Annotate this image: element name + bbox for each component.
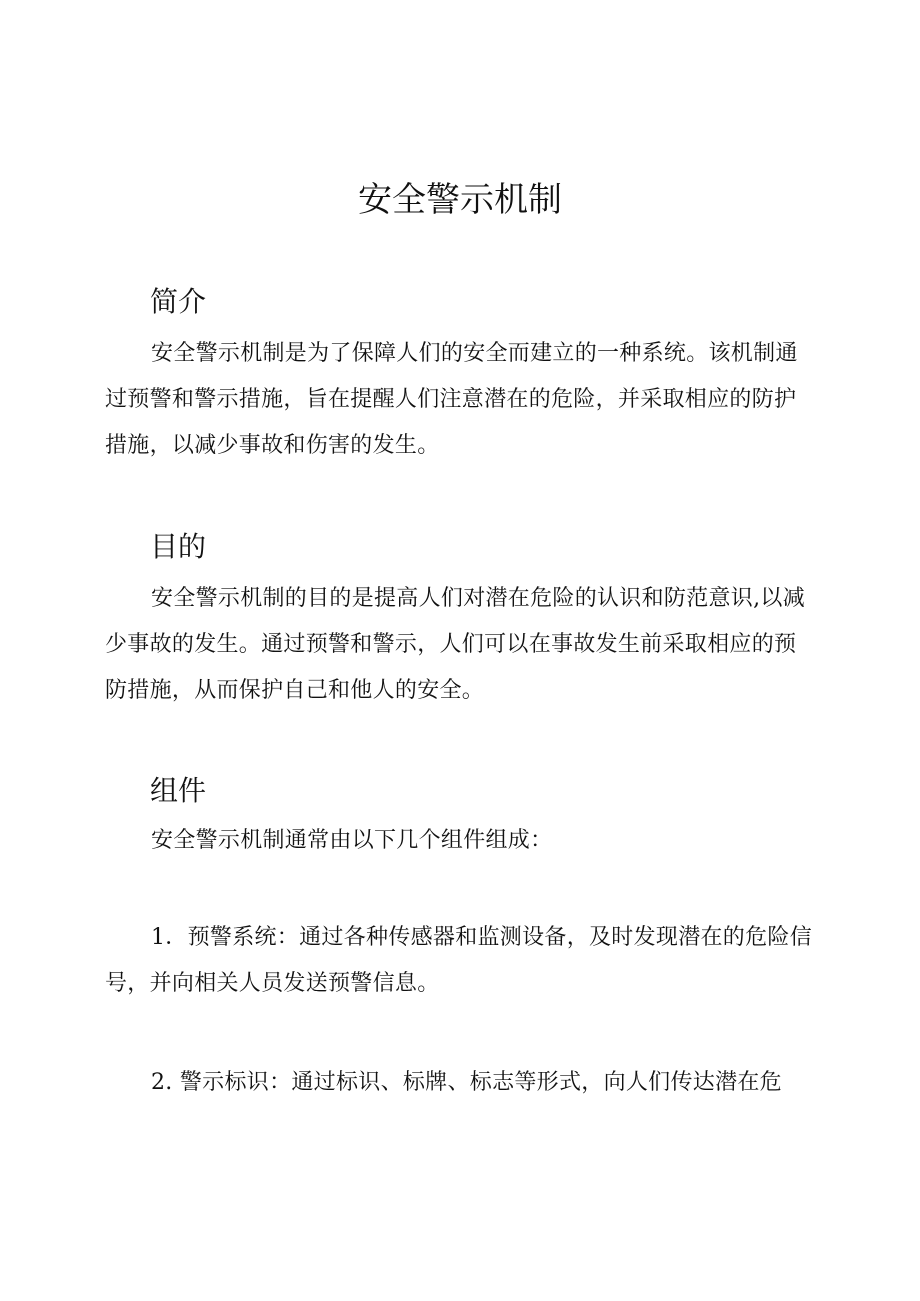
- intro-paragraph: 安全警示机制是为了保障人们的安全而建立的一种系统。该机制通过预警和警示措施，旨在提醒人们注意潜在的危险，并采取相应的防护措施，以减少事故和伤害的发生。: [105, 341, 798, 458]
- component-item-1: 1．预警系统：通过各种传感器和监测设备，及时发现潜在的危险信号，并向相关人员发送预警信息。: [105, 925, 812, 996]
- document-title: 安全警示机制: [358, 180, 562, 220]
- section-heading-components: 组件: [150, 774, 207, 807]
- purpose-paragraph: 安全警示机制的目的是提高人们对潜在危险的认识和防范意识,以减少事故的发生。通过预警和警示，人们可以在事故发生前采取相应的预防措施，从而保护自己和他人的安全。: [105, 586, 805, 703]
- components-intro-paragraph: 安全警示机制通常由以下几个组件组成：: [151, 828, 553, 853]
- section-heading-purpose: 目的: [150, 530, 207, 563]
- component-item-2: 2. 警示标识：通过标识、标牌、标志等形式，向人们传达潜在危: [151, 1070, 782, 1095]
- section-heading-intro: 简介: [150, 285, 207, 318]
